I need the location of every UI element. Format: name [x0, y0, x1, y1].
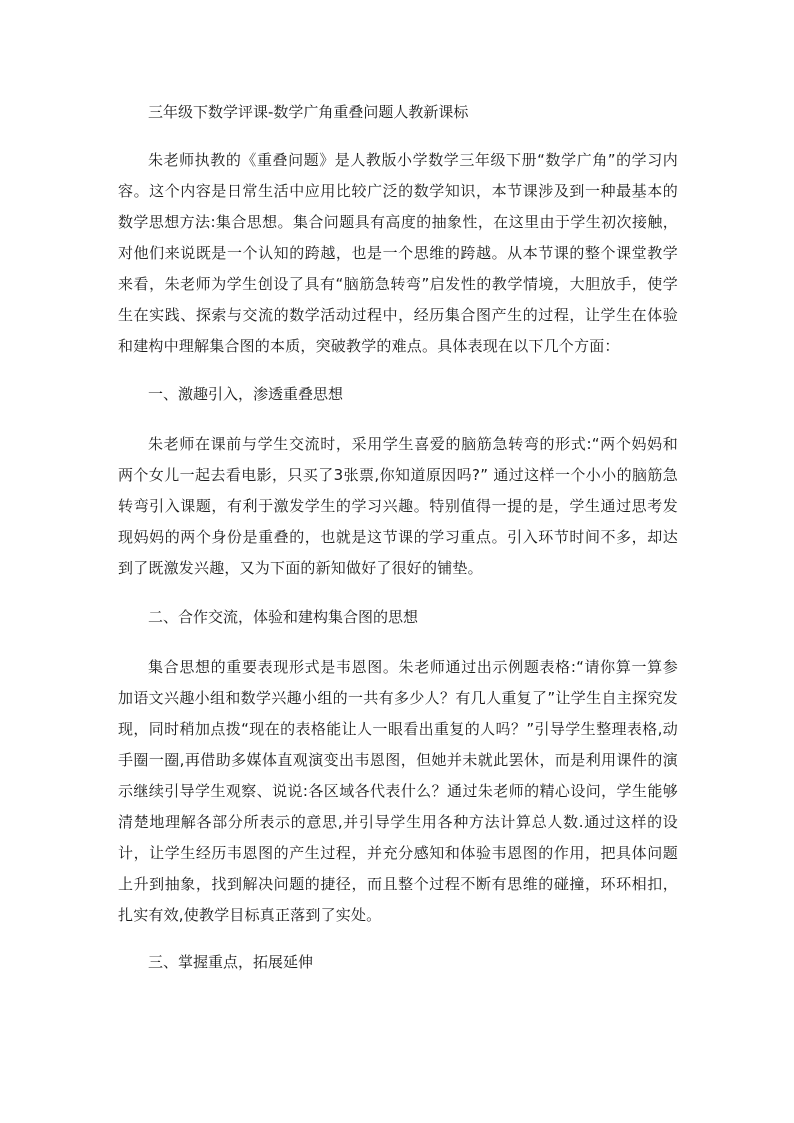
- section-heading-3: 三、掌握重点，拓展延伸: [148, 953, 314, 971]
- section-paragraph-1: 朱老师在课前与学生交流时，采用学生喜爱的脑筋急转弯的形式:“两个妈妈和两个女儿一起去看电影，只买了3张票,你知道原因吗?” 通过这样一个小小的脑筋急转弯引入课题，有利于激发学生的学习兴趣。特别值得一提的是，学生通过思考发现妈妈的两个身份是重叠的，也就是这节课的学习重点。引入环节时间不多，却达到了既激发兴趣，又为下面的新知做好了很好的铺垫。: [118, 435, 678, 577]
- document-page: [118, 100, 678, 978]
- document-title: 三年级下数学评课-数学广角重叠问题人教新课标: [148, 103, 469, 121]
- intro-paragraph: 朱老师执教的《重叠问题》是人教版小学数学三年级下册“数学广角”的学习内容。这个内容是日常生活中应用比较广泛的数学知识，本节课涉及到一种最基本的数学思想方法:集合思想。集合问题具有高度的抽象性，在这里由于学生初次接触，对他们来说既是一个认知的跨越，也是一个思维的跨越。从本节课的整个课堂教学来看，朱老师为学生创设了具有“脑筋急转弯”启发性的教学情境，大胆放手，使学生在实践、探索与交流的数学活动过程中，经历集合图产生的过程，让学生在体验和建构中理解集合图的本质，突破教学的难点。具体表现在以下几个方面：: [118, 151, 678, 355]
- section-heading-1: 一、激趣引入，渗透重叠思想: [148, 385, 344, 403]
- section-paragraph-2: 集合思想的重要表现形式是韦恩图。朱老师通过出示例题表格:“请你算一算参加语文兴趣小组和数学兴趣小组的一共有多少人？有几人重复了”让学生自主探究发现，同时稍加点拨“现在的表格能让人一眼看出重复的人吗？”引导学生整理表格,动手圈一圈,再借助多媒体直观演变出韦恩图，但她并未就此罢休，而是利用课件的演示继续引导学生观察、说说:各区域各代表什么？通过朱老师的精心设问，学生能够清楚地理解各部分所表示的意思,并引导学生用各种方法计算总人数.通过这样的设计，让学生经历韦恩图的产生过程，并充分感知和体验韦恩图的作用，把具体问题上升到抽象，找到解决问题的捷径，而且整个过程不断有思维的碰撞，环环相扣，扎实有效,使教学目标真正落到了实处。: [118, 658, 678, 924]
- section-heading-2: 二、合作交流，体验和建构集合图的思想: [148, 608, 419, 626]
